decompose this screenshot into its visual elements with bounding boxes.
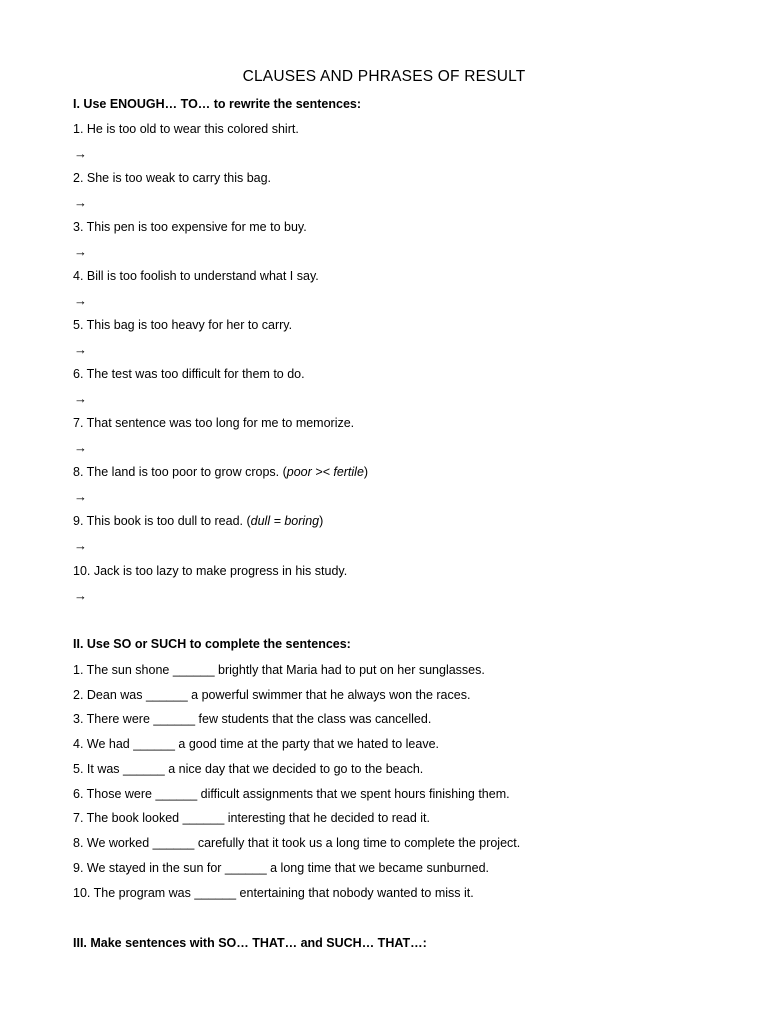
- arrow-icon: →: [74, 489, 87, 504]
- arrow-icon: →: [74, 538, 87, 553]
- arrow-icon: →: [74, 588, 87, 603]
- exercise-1-item: 2. She is too weak to carry this bag.: [73, 171, 272, 185]
- item-close: ): [363, 465, 369, 479]
- item-close: ): [319, 514, 324, 528]
- section-1-heading: I. Use ENOUGH… TO… to rewrite the sentences:: [73, 97, 362, 111]
- exercise-1-item: 4. Bill is too foolish to understand what I say.: [73, 269, 319, 283]
- exercise-2-item: 9. We stayed in the sun for ______ a long time that we became sunburned.: [73, 861, 490, 875]
- section-2-heading: II. Use SO or SUCH to complete the sentences:: [73, 637, 351, 651]
- exercise-1-item: 3. This pen is too expensive for me to buy.: [73, 220, 307, 234]
- exercise-2-item: 3. There were ______ few students that the class was cancelled.: [73, 712, 432, 726]
- exercise-1-item: [73, 514, 323, 528]
- exercise-2-item: 7. The book looked ______ interesting that he decided to read it.: [73, 811, 430, 825]
- exercise-1-item: [73, 465, 368, 479]
- arrow-icon: →: [74, 342, 87, 357]
- exercise-1-item: 10. Jack is too lazy to make progress in his study.: [73, 564, 348, 578]
- exercise-2-item: 6. Those were ______ difficult assignments that we spent hours finishing them.: [73, 787, 510, 801]
- item-note: poor >< fertile: [286, 465, 364, 479]
- arrow-icon: →: [74, 244, 87, 259]
- exercise-2-item: 1. The sun shone ______ brightly that Maria had to put on her sunglasses.: [73, 663, 485, 677]
- exercise-1-item: 1. He is too old to wear this colored shirt.: [73, 122, 299, 136]
- exercise-1-item: 6. The test was too difficult for them to do.: [73, 367, 305, 381]
- exercise-2-item: 5. It was ______ a nice day that we decided to go to the beach.: [73, 762, 424, 776]
- item-text: 9. This book is too dull to read. (: [73, 514, 251, 528]
- arrow-icon: →: [74, 195, 87, 210]
- arrow-icon: →: [74, 440, 87, 455]
- exercise-2-item: 4. We had ______ a good time at the party that we hated to leave.: [73, 737, 439, 751]
- arrow-icon: →: [74, 293, 87, 308]
- exercise-1-item: 7. That sentence was too long for me to memorize.: [73, 416, 355, 430]
- exercise-2-item: 8. We worked ______ carefully that it took us a long time to complete the project.: [73, 836, 521, 850]
- arrow-icon: →: [74, 146, 87, 161]
- item-note: dull = boring: [250, 514, 320, 528]
- arrow-icon: →: [74, 391, 87, 406]
- exercise-2-item: 10. The program was ______ entertaining that nobody wanted to miss it.: [73, 886, 474, 900]
- page-title: CLAUSES AND PHRASES OF RESULT: [242, 68, 526, 85]
- item-text: 8. The land is too poor to grow crops. (: [73, 465, 287, 479]
- section-3-heading: III. Make sentences with SO… THAT… and SUCH… THAT…:: [73, 936, 427, 950]
- exercise-1-item: 5. This bag is too heavy for her to carry.: [73, 318, 293, 332]
- exercise-2-item: 2. Dean was ______ a powerful swimmer that he always won the races.: [73, 688, 471, 702]
